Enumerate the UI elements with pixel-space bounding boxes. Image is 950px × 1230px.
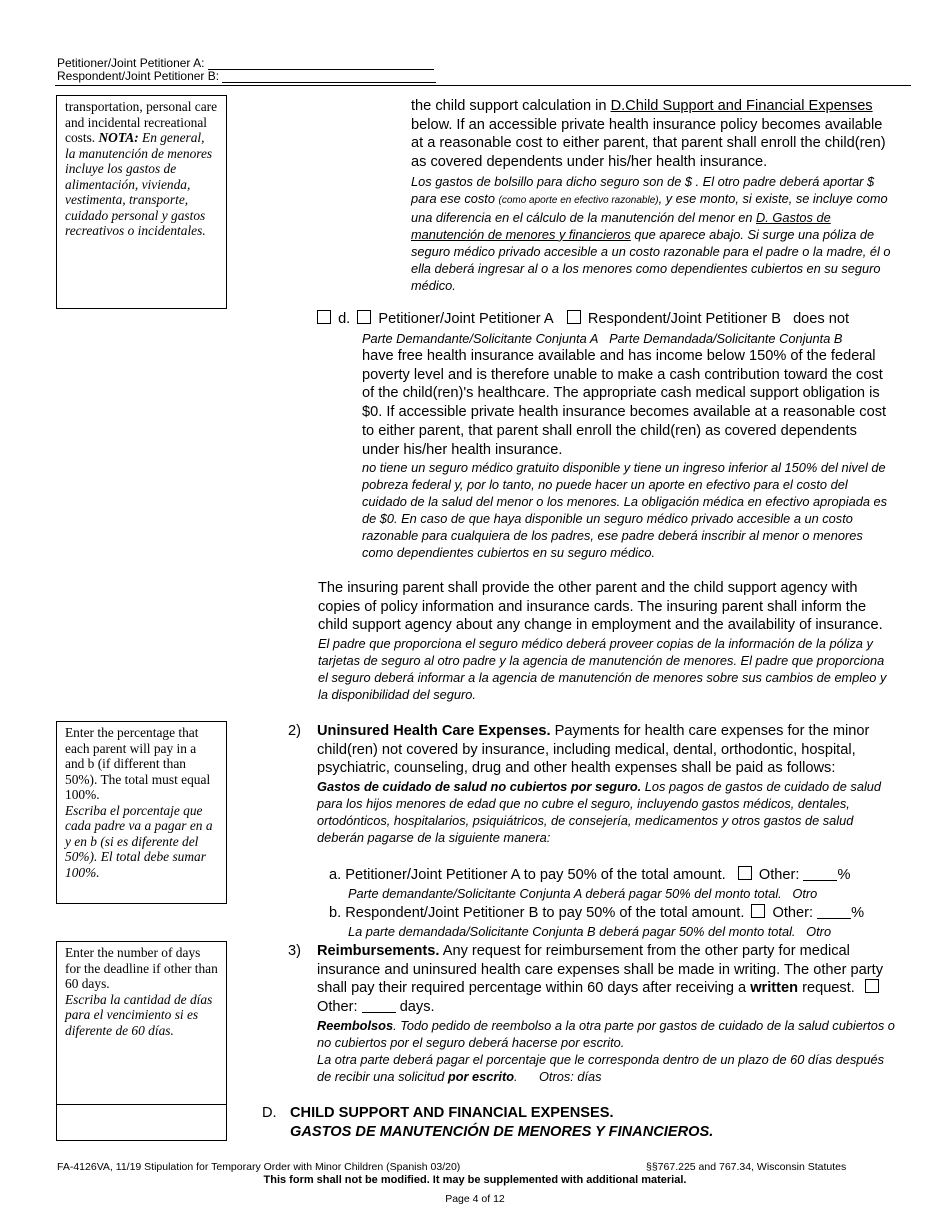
form-notice: This form shall not be modified. It may be supplemented with additional material.: [263, 1174, 687, 1186]
sidebar-note-box-3: [56, 941, 227, 1105]
insuring-en: The insuring parent shall provide the other parent and the child support agency with copies of policy information and insurance cards. The insuring parent shall inform the child support agency about any change in employment and the availability of insurance.: [318, 580, 883, 634]
header-rule: [55, 85, 911, 86]
item-d-en: have free health insurance available and has income below 150% of the federal poverty level and is therefore unable to make a cash contribution toward the cost of the child(ren)'s healthcare. The appropriate cash medical support obligation is $0. If accessible private health insurance becomes available at a reasonable cost to either parent, that parent shall enroll the child(ren) as covered dependents under his/her health insurance.: [362, 348, 887, 458]
respondent-name-field[interactable]: [222, 71, 436, 83]
section-2-number: 2): [288, 723, 301, 739]
petitioner-a-percent-field[interactable]: [803, 868, 837, 881]
respondent-label: Respondent/Joint Petitioner B:: [57, 69, 220, 83]
section-d-title-es: GASTOS DE MANUTENCIÓN DE MENORES Y FINANCIEROS.: [290, 1123, 714, 1140]
nota-label: NOTA:: [98, 130, 139, 145]
section-d-letter: D.: [262, 1105, 277, 1121]
section-d-heading: [290, 1104, 890, 1141]
sidebar-note-1-es: En general, la manutención de menores incluye los gastos de alimentación, vivienda, vestimenta, transporte, cuidado personal y gastos recreativos o incidentales.: [65, 130, 213, 238]
petitioner-a-other-checkbox[interactable]: [738, 866, 752, 880]
respondent-b-percent-field[interactable]: [817, 906, 851, 919]
item-d-label: d.: [338, 311, 351, 327]
sidebar-note-3-en: Enter the number of days for the deadline if other than 60 days.: [65, 945, 218, 991]
sidebar-note-2-en: Enter the percentage that each parent will pay in a and b (if different than 50%). The total must equal 100%.: [65, 725, 211, 802]
item-d-body: [362, 347, 896, 561]
form-id: FA-4126VA, 11/19 Stipulation for Temporary Order with Minor Children (Spanish 03/20): [57, 1161, 461, 1173]
section-3-title: Reimbursements.: [317, 943, 440, 959]
petitioner-label: Petitioner/Joint Petitioner A:: [57, 56, 205, 70]
item-c-en: the child support calculation in D.Child Support and Financial Expenses below. If an accessible private health insurance policy becomes available at a reasonable cost to either parent, that parent shall enroll the child(ren) as covered dependents under his/her health insurance.: [411, 98, 886, 171]
section-2b: b. Respondent/Joint Petitioner B to pay 50% of the total amount. Other: %: [329, 905, 865, 921]
item-d-checkbox[interactable]: [317, 310, 331, 324]
sidebar-note-2-es: Escriba el porcentaje que cada padre va a pagar en a y en b (si es diferente del 50%). El total debe sumar 100%.: [65, 802, 213, 880]
section-3-es-2: La otra parte deberá pagar el porcentaje que le corresponda dentro de un plazo de 60 días después de recibir una solicitud por escrito. Otros: días: [317, 1051, 885, 1084]
section-3-es-1: Reembolsos. Todo pedido de reembolso a la otra parte por gastos de cuidado de la salud cubiertos o no cubiertos por el seguro deberá hacerse por escrito.: [317, 1017, 895, 1050]
section-3-number: 3): [288, 943, 301, 959]
sidebar-note-1-en: transportation, personal care and incidental recreational costs.: [65, 99, 218, 145]
petitioner-name-field[interactable]: [208, 58, 434, 70]
respondent-b-other-checkbox[interactable]: [751, 904, 765, 918]
petitioner-a-option: Petitioner/Joint Petitioner A: [378, 311, 553, 327]
sidebar-note-box-4: [56, 1104, 227, 1141]
petitioner-a-checkbox[interactable]: [357, 310, 371, 324]
sidebar-note-box-1: [56, 95, 227, 309]
respondent-b-checkbox[interactable]: [567, 310, 581, 324]
section-2a-es: Parte demandante/Solicitante Conjunta A deberá pagar 50% del monto total. Otro: [348, 886, 818, 901]
item-d-es: no tiene un seguro médico gratuito disponible y tiene un ingreso inferior al 150% del nivel de pobreza federal y, por lo tanto, no puede hacer un aporte en efectivo para el costo del cuidado de la salud del menor o los menores. La obligación médica en efectivo apropiada es de $0. En caso de que haya disponible un seguro médico privado accesible a un costo razonable para cualquiera de los padres, ese padre deberá inscribir al menor o menores como dependientes cubiertos en su seguro médico.: [362, 460, 888, 561]
item-d-options: [317, 310, 917, 329]
section-2-es: Gastos de cuidado de salud no cubiertos por seguro. Los pagos de gastos de cuidado de salud para los hijos menores de edad que no cubre el seguro, incluyendo gastos médicos, dentales, ortodónticos, hospitalarios, psiquiátricos, de consejería, medicamentos y otros gastos de salud deberán pagarse de la siguiente manera:: [317, 779, 882, 846]
statutes-reference: §§767.225 and 767.34, Wisconsin Statutes: [646, 1161, 847, 1173]
section-2-en: Uninsured Health Care Expenses. Payments for health care expenses for the minor child(ren) not covered by insurance, including medical, dental, orthodontic, hospital, psychiatric, counseling, drug and other health expenses shall be paid as follows:: [317, 723, 870, 777]
item-c-continuation: [411, 97, 896, 294]
sidebar-note-3-es: Escriba la cantidad de días para el vencimiento si es diferente de 60 días.: [65, 991, 213, 1038]
section-2-title: Uninsured Health Care Expenses.: [317, 723, 551, 739]
respondent-b-option: Respondent/Joint Petitioner B: [587, 311, 781, 327]
item-c-es: Los gastos de bolsillo para dicho seguro son de $ . El otro padre deberá aportar $ para ese costo (como aporte en efectivo razonable), y ese monto, si existe, se incluye como una diferencia en el cálculo de la manutención del menor en D. Gastos de manutención de menores y financieros que aparece abajo. Si surge una póliza de seguro médico privado accesible a un costo razonable para el padre o la madre, él o ella deberá ingresar al o a los menores como dependientes cubiertos en su seguro médico.: [411, 173, 891, 293]
child-support-section-link[interactable]: D.Child Support and Financial Expenses: [610, 98, 873, 114]
reimbursement-days-field[interactable]: [362, 1000, 396, 1013]
reimbursement-other-checkbox[interactable]: [865, 979, 879, 993]
section-2a: a. Petitioner/Joint Petitioner A to pay 50% of the total amount. Other: %: [329, 867, 851, 883]
does-not-text: does not: [793, 311, 850, 327]
gastos-section-link[interactable]: D. Gastos de manutención de menores y financieros: [411, 209, 831, 242]
page-number: Page 4 of 12: [445, 1193, 505, 1205]
insuring-parent-paragraph: [318, 579, 896, 703]
section-d-title-en: CHILD SUPPORT AND FINANCIAL EXPENSES.: [290, 1105, 614, 1121]
sidebar-note-box-2: [56, 721, 227, 904]
section-2b-es: La parte demandada/Solicitante Conjunta B deberá pagar 50% del monto total. Otro: [348, 924, 832, 939]
section-3: [317, 942, 897, 1085]
insuring-es: El padre que proporciona el seguro médico deberá proveer copias de la información de la póliza y tarjetas de seguro al otro padre y la agencia de manutención de menores. El padre que proporciona el seguro deberá informar a la agencia de manutención de menores sobre sus cambios de empleo y la disponibilidad del seguro.: [318, 636, 887, 703]
section-3-en: Reimbursements. Any request for reimbursement from the other party for medical insurance and uninsured health care expenses shall be made in writing. The other party shall pay their required percentage within 60 days after receiving a written request. Other: days.: [317, 943, 883, 1016]
respondent-header: [57, 70, 436, 83]
item-d-es-options: Parte Demandante/Solicitante Conjunta A Parte Demandada/Solicitante Conjunta B: [362, 331, 843, 346]
section-2: [317, 722, 897, 846]
